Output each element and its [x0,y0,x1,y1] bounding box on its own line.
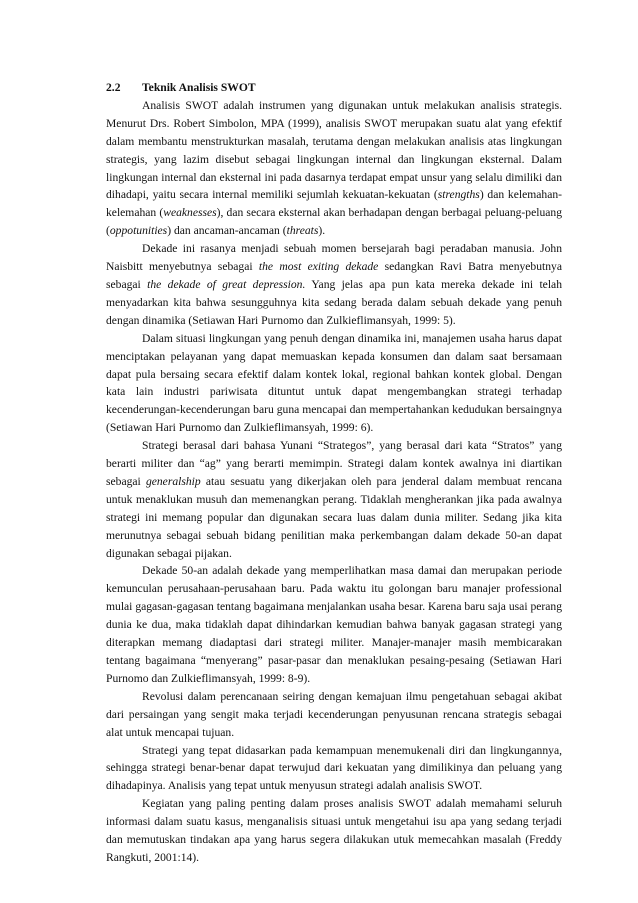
text-run: atau sesuatu yang dikerjakan oleh para jenderal dalam membuat rencana untuk menaklukan musuh dan memenangkan perang. Tidaklah mengherankan jika pada awalnya strategi ini memang popular dan digunakan secara luas dalam dunia militer. Sedang jika kita merunutnya sebagai sebuah bidang penilitian maka perkembangan dalam dekade 50-an dapat digunakan sebagai pijakan. [106,474,562,560]
text-run: ). [318,224,326,238]
italic-term: generalship [145,474,201,488]
text-run: ), dan secara eksternal akan berhadapan dengan berbagai peluang-peluang ( [106,206,562,238]
italic-term: the most exiting dekade [258,260,379,274]
text-run: Strategi berasal dari bahasa Yunani “Strategos”, yang berasal dari kata “Stratos” yang berarti militer dan “ag” yang berarti memimpin. Strategi dalam kontek awalnya ini diartikan sebagai [106,439,562,488]
text-run: Dekade ini rasanya menjadi sebuah momen bersejarah bagi peradaban manusia. John Naisbitt menyebutnya sebagai [106,242,562,274]
text-run: sedangkan Ravi Batra menyebutnya sebagai [106,260,562,291]
body-paragraph [106,795,562,867]
body-text [106,97,562,867]
body-paragraph [106,240,562,330]
italic-term: weaknesses [163,206,217,220]
body-paragraph [106,688,562,742]
text-run: ) dan ancaman-ancaman ( [167,224,287,238]
text-run: Dalam situasi lingkungan yang penuh dengan dinamika ini, manajemen usaha harus dapat menciptakan pelayanan yang dapat memuaskan kepada konsumen dan dalam saat bersamaan dapat pula bersaing secara efektif dalam kontek lokal, regional bahkan kontek global. Dengan kata lain industri pariwisata dituntut untuk dapat mengembangkan strategi terhadap kecenderungan-kecenderungan baru guna mencapai dan mempertahankan kedudukan bersaingnya (Setiawan Hari Purnomo dan Zulkieflimansyah, 1999: 6). [106,331,562,435]
italic-term: oppotunities [109,224,168,238]
body-paragraph [106,562,562,687]
text-run: Kegiatan yang paling penting dalam proses analisis SWOT adalah memahami seluruh informasi dalam suatu kasus, menganalisis situasi untuk mengetahui isu apa yang sedang terjadi dan memutuskan tindakan apa yang harus segera dilakukan utuk memecahkan masalah (Freddy Rangkuti, 2001:14). [106,797,562,864]
text-run: Analisis SWOT adalah instrumen yang digunakan untuk melakukan analisis strategis. Menurut Drs. Robert Simbolon, MPA (1999), analisis SWOT merupakan suatu alat yang efektif dalam membantu menstrukturkan masalah, terutama dengan melakukan analisis atas lingkungan strategis, yang lazim disebut sebagai lingkungan internal dan lingkungan eksternal. Dalam lingkungan internal dan eksternal ini pada dasarnya terdapat empat unsur yang selalu dimiliki dan dihadapi, yaitu secara internal memiliki sejumlah kekuatan-kekuatan ( [106,98,562,202]
text-run: Strategi yang tepat didasarkan pada kemampuan menemukenali diri dan lingkungannya, sehingga strategi benar-benar dapat terwujud dari kekuatan yang dimilikinya dan peluang yang dihadapinya. Analisis yang tepat untuk menyusun strategi adalah analisis SWOT. [106,743,562,793]
section-number: 2.2 [106,81,121,94]
body-paragraph [106,437,562,562]
italic-term: strengths [437,188,480,202]
text-run: Yang jelas apa pun kata mereka dekade ini telah menyadarkan kita bahwa sesungguhnya kita sedang berada dalam sebuah dekade yang penuh dengan dinamika (Setiawan Hari Purnomo dan Zulkieflimansyah, 1999: 5). [106,277,562,327]
text-run: Revolusi dalam perencanaan seiring dengan kemajuan ilmu pengetahuan sebagai akibat dari persaingan yang sengit maka terjadi kecenderungan penyusunan rencana strategis sebagai alat untuk mencapai tujuan. [106,689,562,739]
document-page [106,79,562,867]
text-run: Dekade 50-an adalah dekade yang memperlihatkan masa damai dan merupakan periode kemunculan perusahaan-perusahaan baru. Pada waktu itu golongan baru manajer professional mulai gagasan-gagasan tentang bagaimana menjalankan usaha besar. Karena baru saja usai perang dunia ke dua, maka tidaklah dapat dihindarkan kemudian bahwa banyak gagasan strategi yang diterapkan memang diadaptasi dari strategi militer. Manajer-manajer masih membicarakan tentang bagaimana “menyerang” pasar-pasar dan menaklukan pesaing-pesaing (Setiawan Hari Purnomo dan Zulkieflimansyah, 1999: 8-9). [106,564,562,685]
text-run: ) dan kelemahan-kelemahan ( [106,188,562,220]
italic-term: the dekade of great depression. [147,277,306,291]
section-heading [106,79,562,97]
body-paragraph [106,97,562,240]
section-title: Teknik Analisis SWOT [142,81,256,94]
italic-term: threats [286,224,319,238]
body-paragraph [106,330,562,437]
body-paragraph [106,742,562,796]
